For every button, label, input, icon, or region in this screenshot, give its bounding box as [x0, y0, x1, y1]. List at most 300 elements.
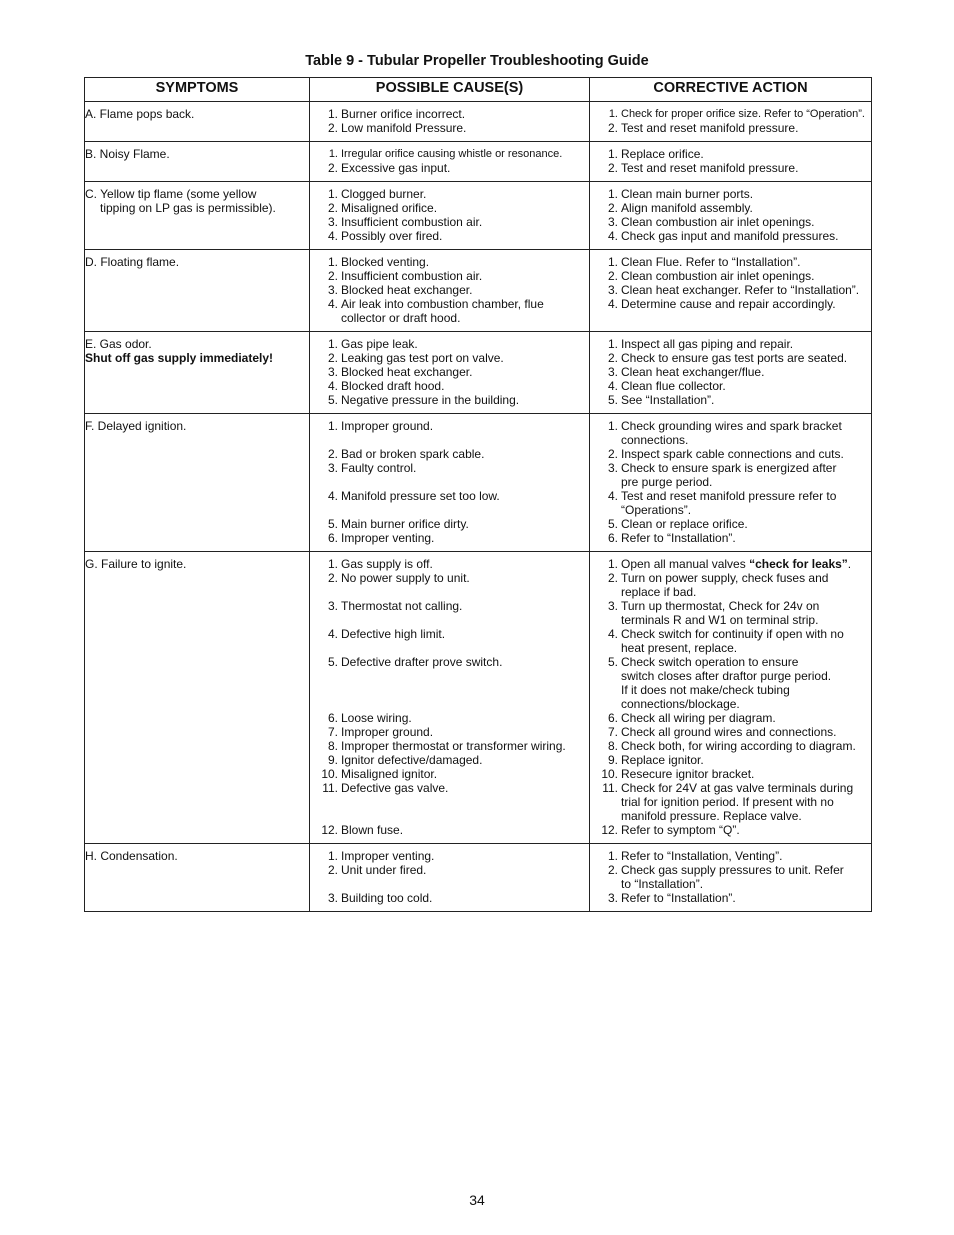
- item-number: 2.: [607, 269, 618, 283]
- item-number: 2.: [327, 863, 338, 877]
- item-number: 1.: [607, 849, 618, 863]
- item-text-line: Inspect spark cable connections and cuts.: [621, 447, 844, 461]
- item-text-line: Check grounding wires and spark bracket: [621, 419, 842, 433]
- item-text-line: Gas pipe leak.: [341, 337, 418, 351]
- action-item: [594, 891, 867, 905]
- item-number: 1.: [327, 337, 338, 351]
- causes-cell: [310, 332, 590, 414]
- action-item: [594, 187, 867, 201]
- item-number: 11.: [602, 781, 618, 795]
- item-number: 2.: [607, 863, 618, 877]
- causes-cell: [310, 182, 590, 250]
- table-row: [85, 414, 872, 552]
- item-text-line: Replace orifice.: [621, 147, 704, 161]
- item-text-line: Clean Flue. Refer to “Installation”.: [621, 255, 801, 269]
- item-number: 5.: [607, 655, 618, 669]
- item-text-line: Clean or replace orifice.: [621, 517, 748, 531]
- item-text-line: Turn up thermostat, Check for 24v on: [621, 599, 820, 613]
- item-text-line: Defective high limit.: [341, 627, 446, 641]
- header-corrective-action: CORRECTIVE ACTION: [590, 78, 872, 102]
- cause-item: [314, 161, 585, 175]
- item-number: 2.: [327, 161, 338, 175]
- cause-item: [314, 229, 585, 243]
- item-text-line: Irregular orifice causing whistle or resonance.: [341, 148, 563, 160]
- item-number: 1.: [607, 337, 618, 351]
- symptom-cell: [85, 844, 310, 912]
- item-text-line: Check switch for continuity if open with no: [621, 627, 844, 641]
- item-text-line: Improper venting.: [341, 849, 435, 863]
- action-list: [590, 107, 871, 135]
- cause-list: [310, 187, 589, 243]
- action-item: [594, 393, 867, 407]
- action-item: [594, 283, 867, 297]
- item-text-line: Clean flue collector.: [621, 379, 726, 393]
- item-text-line: replace if bad.: [621, 585, 697, 599]
- item-number: 9.: [327, 753, 338, 767]
- action-item: [594, 823, 867, 837]
- item-number: 4.: [327, 229, 338, 243]
- item-number: 6.: [607, 531, 618, 545]
- item-text-line: Check gas supply pressures to unit. Refer: [621, 863, 844, 877]
- item-text-line: Burner orifice incorrect.: [341, 107, 466, 121]
- action-item: [594, 365, 867, 379]
- causes-cell: [310, 552, 590, 844]
- item-text-line: Main burner orifice dirty.: [341, 517, 469, 531]
- item-text-line: Excessive gas input.: [341, 161, 451, 175]
- item-text-line: Refer to symptom “Q”.: [621, 823, 740, 837]
- item-text-line: Bad or broken spark cable.: [341, 447, 485, 461]
- item-text-line: Check to ensure spark is energized after: [621, 461, 837, 475]
- actions-cell: [590, 250, 872, 332]
- item-text-line: Inspect all gas piping and repair.: [621, 337, 794, 351]
- action-item: [594, 711, 867, 725]
- item-text-line: Insufficient combustion air.: [341, 269, 483, 283]
- cause-item: [314, 781, 585, 795]
- item-text-line: Blown fuse.: [341, 823, 404, 837]
- item-number: 3.: [607, 599, 618, 613]
- item-number: 1.: [327, 557, 338, 571]
- cause-item: [314, 891, 585, 905]
- cause-list: [310, 147, 589, 175]
- item-text-line: Manifold pressure set too low.: [341, 489, 500, 503]
- item-number: 9.: [607, 753, 618, 767]
- item-text-line: Clogged burner.: [341, 187, 427, 201]
- item-text-line: heat present, replace.: [621, 641, 738, 655]
- action-item: [594, 147, 867, 161]
- item-text-line: terminals R and W1 on terminal strip.: [621, 613, 819, 627]
- item-text-line: to “Installation”.: [621, 877, 704, 891]
- item-text-line: Improper ground.: [341, 725, 434, 739]
- cause-item: [314, 531, 585, 545]
- item-number: 1.: [607, 557, 618, 571]
- item-number: 5.: [607, 517, 618, 531]
- item-number: 12.: [601, 823, 618, 837]
- item-number: 4.: [327, 379, 338, 393]
- item-text-line: Improper thermostat or transformer wiring.: [341, 739, 566, 753]
- item-text-line: Turn on power supply, check fuses and: [621, 571, 829, 585]
- action-item: [594, 849, 867, 863]
- actions-cell: [590, 102, 872, 142]
- item-text-line: Check both, for wiring according to diagram.: [621, 739, 856, 753]
- item-text-line: Blocked draft hood.: [341, 379, 445, 393]
- item-number: 1.: [328, 148, 338, 160]
- symptom-text: B. Noisy Flame.: [85, 147, 170, 161]
- symptom-cell: [85, 332, 310, 414]
- item-number: 1.: [327, 849, 338, 863]
- cause-item: [314, 447, 585, 461]
- action-item: [594, 781, 867, 823]
- item-text-line: Defective gas valve.: [341, 781, 449, 795]
- table-body: [85, 102, 872, 912]
- cause-item: [314, 351, 585, 365]
- item-number: 6.: [607, 711, 618, 725]
- item-number: 3.: [327, 599, 338, 613]
- cause-item: [314, 767, 585, 781]
- item-text-line: manifold pressure. Replace valve.: [621, 809, 802, 823]
- actions-cell: [590, 552, 872, 844]
- item-text-line: Refer to “Installation, Venting”.: [621, 849, 783, 863]
- item-text-line: Misaligned orifice.: [341, 201, 438, 215]
- table-header-row: [85, 78, 872, 102]
- item-text-line: Leaking gas test port on valve.: [341, 351, 504, 365]
- item-number: 2.: [607, 447, 618, 461]
- causes-cell: [310, 250, 590, 332]
- item-number: 10.: [321, 767, 338, 781]
- cause-item: [314, 739, 585, 753]
- item-text-line: Refer to “Installation”.: [621, 531, 736, 545]
- action-item: [594, 121, 867, 135]
- item-text-line: Clean combustion air inlet openings.: [621, 269, 815, 283]
- action-item: [594, 557, 867, 571]
- cause-item: [314, 419, 585, 433]
- item-number: 5.: [327, 655, 338, 669]
- item-text-line: Check all wiring per diagram.: [621, 711, 776, 725]
- item-text-line: Air leak into combustion chamber, flue: [341, 297, 544, 311]
- cause-item: [314, 627, 585, 641]
- item-number: 3.: [327, 215, 338, 229]
- item-text-line: connections.: [621, 433, 689, 447]
- cause-item: [314, 863, 585, 877]
- action-item: [594, 767, 867, 781]
- action-item: [594, 739, 867, 753]
- action-list: [590, 337, 871, 407]
- item-number: 2.: [607, 161, 618, 175]
- action-item: [594, 255, 867, 269]
- causes-cell: [310, 142, 590, 182]
- actions-cell: [590, 182, 872, 250]
- item-text-line: pre purge period.: [621, 475, 713, 489]
- cause-item: [314, 599, 585, 613]
- item-number: 3.: [607, 461, 618, 475]
- item-text-line: Insufficient combustion air.: [341, 215, 483, 229]
- item-number: 2.: [327, 571, 338, 585]
- item-text-line: Align manifold assembly.: [621, 201, 753, 215]
- table-row: [85, 844, 872, 912]
- action-item: [594, 753, 867, 767]
- cause-item: [314, 571, 585, 585]
- item-number: 5.: [607, 393, 618, 407]
- symptom-text: E. Gas odor.: [85, 337, 152, 351]
- item-text-line: connections/blockage.: [621, 697, 740, 711]
- item-number: 2.: [327, 351, 338, 365]
- symptom-text: D. Floating flame.: [85, 255, 180, 269]
- item-text-line: Blocked heat exchanger.: [341, 283, 473, 297]
- cause-item: [314, 711, 585, 725]
- cause-item: [314, 283, 585, 297]
- symptom-text: tipping on LP gas is permissible).: [100, 201, 276, 215]
- cause-item: [314, 147, 585, 161]
- cause-item: [314, 379, 585, 393]
- action-list: [590, 255, 871, 311]
- item-number: 5.: [327, 393, 338, 407]
- cause-item: [314, 107, 585, 121]
- item-number: 1.: [607, 147, 618, 161]
- cause-item: [314, 121, 585, 135]
- item-number: 2.: [607, 201, 618, 215]
- action-item: [594, 379, 867, 393]
- cause-item: [314, 269, 585, 283]
- cause-list: [310, 419, 589, 545]
- item-number: 2.: [327, 121, 338, 135]
- action-item: [594, 725, 867, 739]
- page-number: 34: [469, 1192, 485, 1208]
- cause-item: [314, 753, 585, 767]
- cause-item: [314, 557, 585, 571]
- item-number: 1.: [607, 187, 618, 201]
- action-item: [594, 351, 867, 365]
- item-text-line: Faulty control.: [341, 461, 417, 475]
- item-text-line: Determine cause and repair accordingly.: [621, 297, 836, 311]
- item-text-line: Clean heat exchanger. Refer to “Installation”.: [621, 283, 860, 297]
- item-text-line: Open all manual valves: [621, 557, 750, 571]
- action-item: [594, 489, 867, 517]
- item-number: 5.: [327, 517, 338, 531]
- item-text-line: See “Installation”.: [621, 393, 715, 407]
- action-list: [590, 849, 871, 905]
- table-row: [85, 332, 872, 414]
- symptom-text: F. Delayed ignition.: [85, 419, 187, 433]
- item-number: 10.: [601, 767, 618, 781]
- item-text-line: Resecure ignitor bracket.: [621, 767, 755, 781]
- table-row: [85, 102, 872, 142]
- item-text-line: Ignitor defective/damaged.: [341, 753, 483, 767]
- action-item: [594, 447, 867, 461]
- actions-cell: [590, 142, 872, 182]
- causes-cell: [310, 102, 590, 142]
- item-text-line: Refer to “Installation”.: [621, 891, 736, 905]
- item-number: 1.: [327, 187, 338, 201]
- item-text-line: Check to ensure gas test ports are seated.: [621, 351, 848, 365]
- item-text-line: Gas supply is off.: [341, 557, 433, 571]
- item-number: 4.: [607, 627, 618, 641]
- table-title: Table 9 - Tubular Propeller Troubleshooting Guide: [305, 53, 649, 69]
- action-list: [590, 147, 871, 175]
- item-number: 3.: [327, 365, 338, 379]
- item-text-line: Loose wiring.: [341, 711, 412, 725]
- table-row: [85, 182, 872, 250]
- cause-list: [310, 557, 589, 837]
- action-item: [594, 655, 867, 711]
- table-row: [85, 250, 872, 332]
- cause-item: [314, 489, 585, 503]
- cause-item: [314, 655, 585, 669]
- item-text-line: Negative pressure in the building.: [341, 393, 520, 407]
- symptom-cell: [85, 414, 310, 552]
- item-number: 3.: [327, 891, 338, 905]
- symptom-cell: [85, 182, 310, 250]
- cause-item: [314, 187, 585, 201]
- cause-list: [310, 337, 589, 407]
- action-item: [594, 461, 867, 489]
- item-number: 8.: [327, 739, 338, 753]
- cause-list: [310, 107, 589, 135]
- symptom-text: A. Flame pops back.: [85, 107, 195, 121]
- item-text-line: Improper venting.: [341, 531, 435, 545]
- action-item: [594, 337, 867, 351]
- item-text-line: Misaligned ignitor.: [341, 767, 438, 781]
- item-text-line: Possibly over fired.: [341, 229, 443, 243]
- item-number: 1.: [327, 107, 338, 121]
- action-item: [594, 517, 867, 531]
- item-number: 7.: [327, 725, 338, 739]
- action-item: [594, 599, 867, 627]
- item-text-line: Defective drafter prove switch.: [341, 655, 503, 669]
- item-text-line: collector or draft hood.: [341, 311, 461, 325]
- action-list: [590, 187, 871, 243]
- symptom-text: C. Yellow tip flame (some yellow: [85, 187, 257, 201]
- item-text-line: Check gas input and manifold pressures.: [621, 229, 839, 243]
- item-number: 4.: [607, 379, 618, 393]
- item-number: 4.: [327, 627, 338, 641]
- cause-item: [314, 365, 585, 379]
- cause-item: [314, 823, 585, 837]
- cause-item: [314, 255, 585, 269]
- item-text-line: Clean combustion air inlet openings.: [621, 215, 815, 229]
- item-text-line: switch closes after draftor purge period.: [621, 669, 832, 683]
- symptom-cell: [85, 142, 310, 182]
- item-text-line: Replace ignitor.: [621, 753, 704, 767]
- item-number: 7.: [607, 725, 618, 739]
- item-number: 4.: [607, 297, 618, 311]
- item-text-line: Improper ground.: [341, 419, 434, 433]
- troubleshooting-table: [84, 77, 872, 912]
- item-number: 8.: [607, 739, 618, 753]
- item-number: 3.: [607, 283, 618, 297]
- header-possible-causes: POSSIBLE CAUSE(S): [310, 78, 590, 102]
- cause-item: [314, 725, 585, 739]
- item-number: 2.: [607, 351, 618, 365]
- item-text-line: “Operations”.: [621, 503, 692, 517]
- action-item: [594, 229, 867, 243]
- item-number: 2.: [327, 269, 338, 283]
- item-number: 2.: [327, 447, 338, 461]
- item-number: 11.: [322, 781, 338, 795]
- action-item: [594, 531, 867, 545]
- item-text-line: No power supply to unit.: [341, 571, 470, 585]
- action-item: [594, 863, 867, 891]
- action-item: [594, 215, 867, 229]
- table-row: [85, 142, 872, 182]
- item-text-line: Check switch operation to ensure: [621, 655, 799, 669]
- symptom-cell: [85, 102, 310, 142]
- item-number: 3.: [327, 461, 338, 475]
- symptom-cell: [85, 552, 310, 844]
- cause-item: [314, 517, 585, 531]
- item-text-line: If it does not make/check tubing: [621, 683, 790, 697]
- cause-item: [314, 215, 585, 229]
- item-number: 4.: [607, 489, 618, 503]
- action-item: [594, 419, 867, 447]
- table-row: [85, 552, 872, 844]
- causes-cell: [310, 414, 590, 552]
- action-item: [594, 107, 867, 121]
- actions-cell: [590, 414, 872, 552]
- action-item: [594, 627, 867, 655]
- item-text-line: Clean heat exchanger/flue.: [621, 365, 765, 379]
- cause-item: [314, 849, 585, 863]
- item-text-line: Blocked venting.: [341, 255, 430, 269]
- action-item: [594, 297, 867, 311]
- header-symptoms: SYMPTOMS: [85, 78, 310, 102]
- item-text-line: Blocked heat exchanger.: [341, 365, 473, 379]
- cause-list: [310, 255, 589, 325]
- cause-list: [310, 849, 589, 905]
- item-text-line: Building too cold.: [341, 891, 433, 905]
- item-text-line: Low manifold Pressure.: [341, 121, 467, 135]
- cause-item: [314, 201, 585, 215]
- item-text-line: Test and reset manifold pressure.: [621, 161, 799, 175]
- actions-cell: [590, 844, 872, 912]
- item-number: 3.: [607, 215, 618, 229]
- item-number: 6.: [327, 711, 338, 725]
- item-number: 1.: [607, 419, 618, 433]
- item-number: 1.: [607, 255, 618, 269]
- cause-item: [314, 297, 585, 325]
- action-item: [594, 201, 867, 215]
- cause-item: [314, 393, 585, 407]
- item-number: 4.: [607, 229, 618, 243]
- cause-item: [314, 337, 585, 351]
- symptom-warning: Shut off gas supply immediately!: [85, 351, 274, 365]
- item-text-line: Clean main burner ports.: [621, 187, 754, 201]
- symptom-text: G. Failure to ignite.: [85, 557, 187, 571]
- item-number: 3.: [607, 365, 618, 379]
- item-number: 3.: [327, 283, 338, 297]
- item-tail: .: [847, 557, 852, 571]
- actions-cell: [590, 332, 872, 414]
- cause-item: [314, 461, 585, 475]
- item-emphasis: “check for leaks”: [749, 557, 848, 571]
- item-number: 12.: [321, 823, 338, 837]
- item-text-line: Test and reset manifold pressure refer to: [621, 489, 837, 503]
- item-text-line: trial for ignition period. If present with no: [621, 795, 834, 809]
- item-text-line: Check for proper orifice size. Refer to “Operation”.: [621, 108, 865, 120]
- causes-cell: [310, 844, 590, 912]
- symptom-cell: [85, 250, 310, 332]
- item-text-line: Check for 24V at gas valve terminals during: [621, 781, 854, 795]
- item-text-line: Thermostat not calling.: [341, 599, 463, 613]
- action-list: [590, 419, 871, 545]
- item-text-line: Unit under fired.: [341, 863, 427, 877]
- item-number: 1.: [608, 108, 618, 120]
- item-number: 2.: [607, 571, 618, 585]
- item-number: 1.: [327, 419, 338, 433]
- item-text-line: Test and reset manifold pressure.: [621, 121, 799, 135]
- action-list: [590, 557, 871, 837]
- action-item: [594, 269, 867, 283]
- item-text-line: Check all ground wires and connections.: [621, 725, 837, 739]
- symptom-text: H. Condensation.: [85, 849, 178, 863]
